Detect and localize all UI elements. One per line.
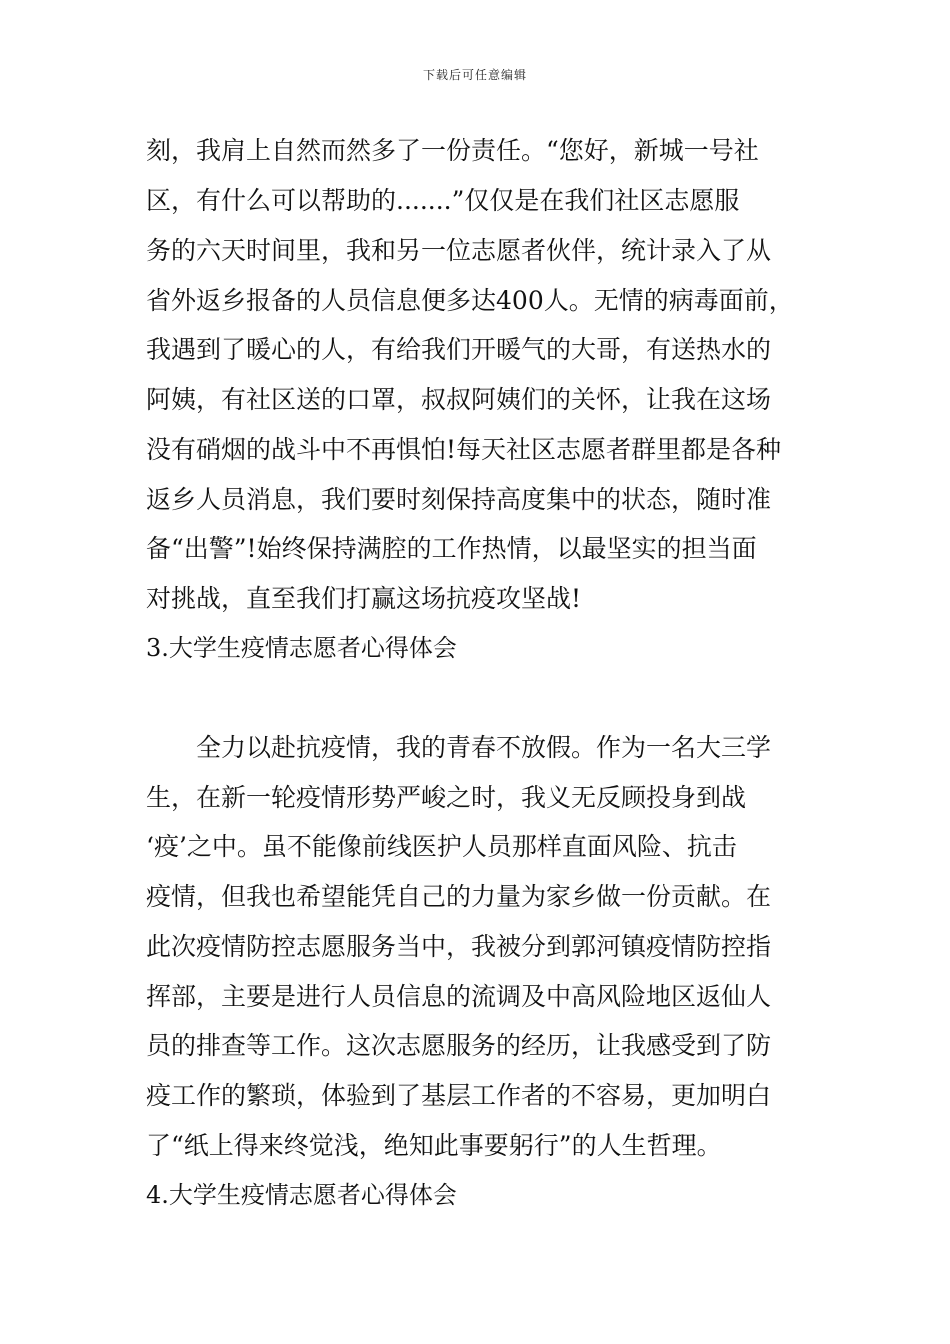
paragraph-line: 疫工作的繁琐，体验到了基层工作者的不容易，更加明白 [146,1081,772,1110]
paragraph-line: 返乡人员消息，我们要时刻保持高度集中的状态，随时准 [146,485,772,514]
paragraph-line: 挥部，主要是进行人员信息的流调及中高风险地区返仙人 [146,982,772,1011]
section-heading: 4.大学生疫情志愿者心得体会 [146,1181,457,1209]
paragraph-line: 阿姨，有社区送的口罩，叔叔阿姨们的关怀，让我在这场 [146,385,772,414]
paragraph-line: 刻，我肩上自然而然多了一份责任。“您好，新城一号社 [146,136,759,165]
paragraph-line: 全力以赴抗疫情，我的青春不放假。作为一名大三学 [146,733,772,762]
paragraph-line: 省外返乡报备的人员信息便多达400人。无情的病毒面前， [146,286,794,315]
paragraph-line: 务的六天时间里，我和另一位志愿者伙伴，统计录入了从 [146,236,772,265]
paragraph-line: 备“出警”!始终保持满腔的工作热情，以最坚实的担当面 [146,534,757,563]
paragraph-line: 了“纸上得来终觉浅，绝知此事要躬行”的人生哲理。 [146,1131,722,1160]
paragraph-line: 没有硝烟的战斗中不再惧怕!每天社区志愿者群里都是各种 [146,435,782,464]
paragraph-line: 疫情，但我也希望能凭自己的力量为家乡做一份贡献。在 [146,882,772,911]
section-heading: 3.大学生疫情志愿者心得体会 [146,634,457,662]
paragraph-line: 我遇到了暖心的人，有给我们开暖气的大哥，有送热水的 [146,335,772,364]
page-header: 下载后可任意编辑 [422,68,527,82]
paragraph-line: 生，在新一轮疫情形势严峻之时，我义无反顾投身到战 [146,783,747,812]
paragraph-line: ‘疫’之中。虽不能像前线医护人员那样直面风险、抗击 [146,832,737,861]
paragraph-line: 员的排查等工作。这次志愿服务的经历，让我感受到了防 [146,1031,772,1060]
paragraph-line: 区，有什么可以帮助的.......”仅仅是在我们社区志愿服 [146,186,740,215]
paragraph-line: 此次疫情防控志愿服务当中，我被分到郭河镇疫情防控指 [146,932,772,961]
paragraph-line: 对挑战，直至我们打赢这场抗疫攻坚战! [146,584,582,613]
